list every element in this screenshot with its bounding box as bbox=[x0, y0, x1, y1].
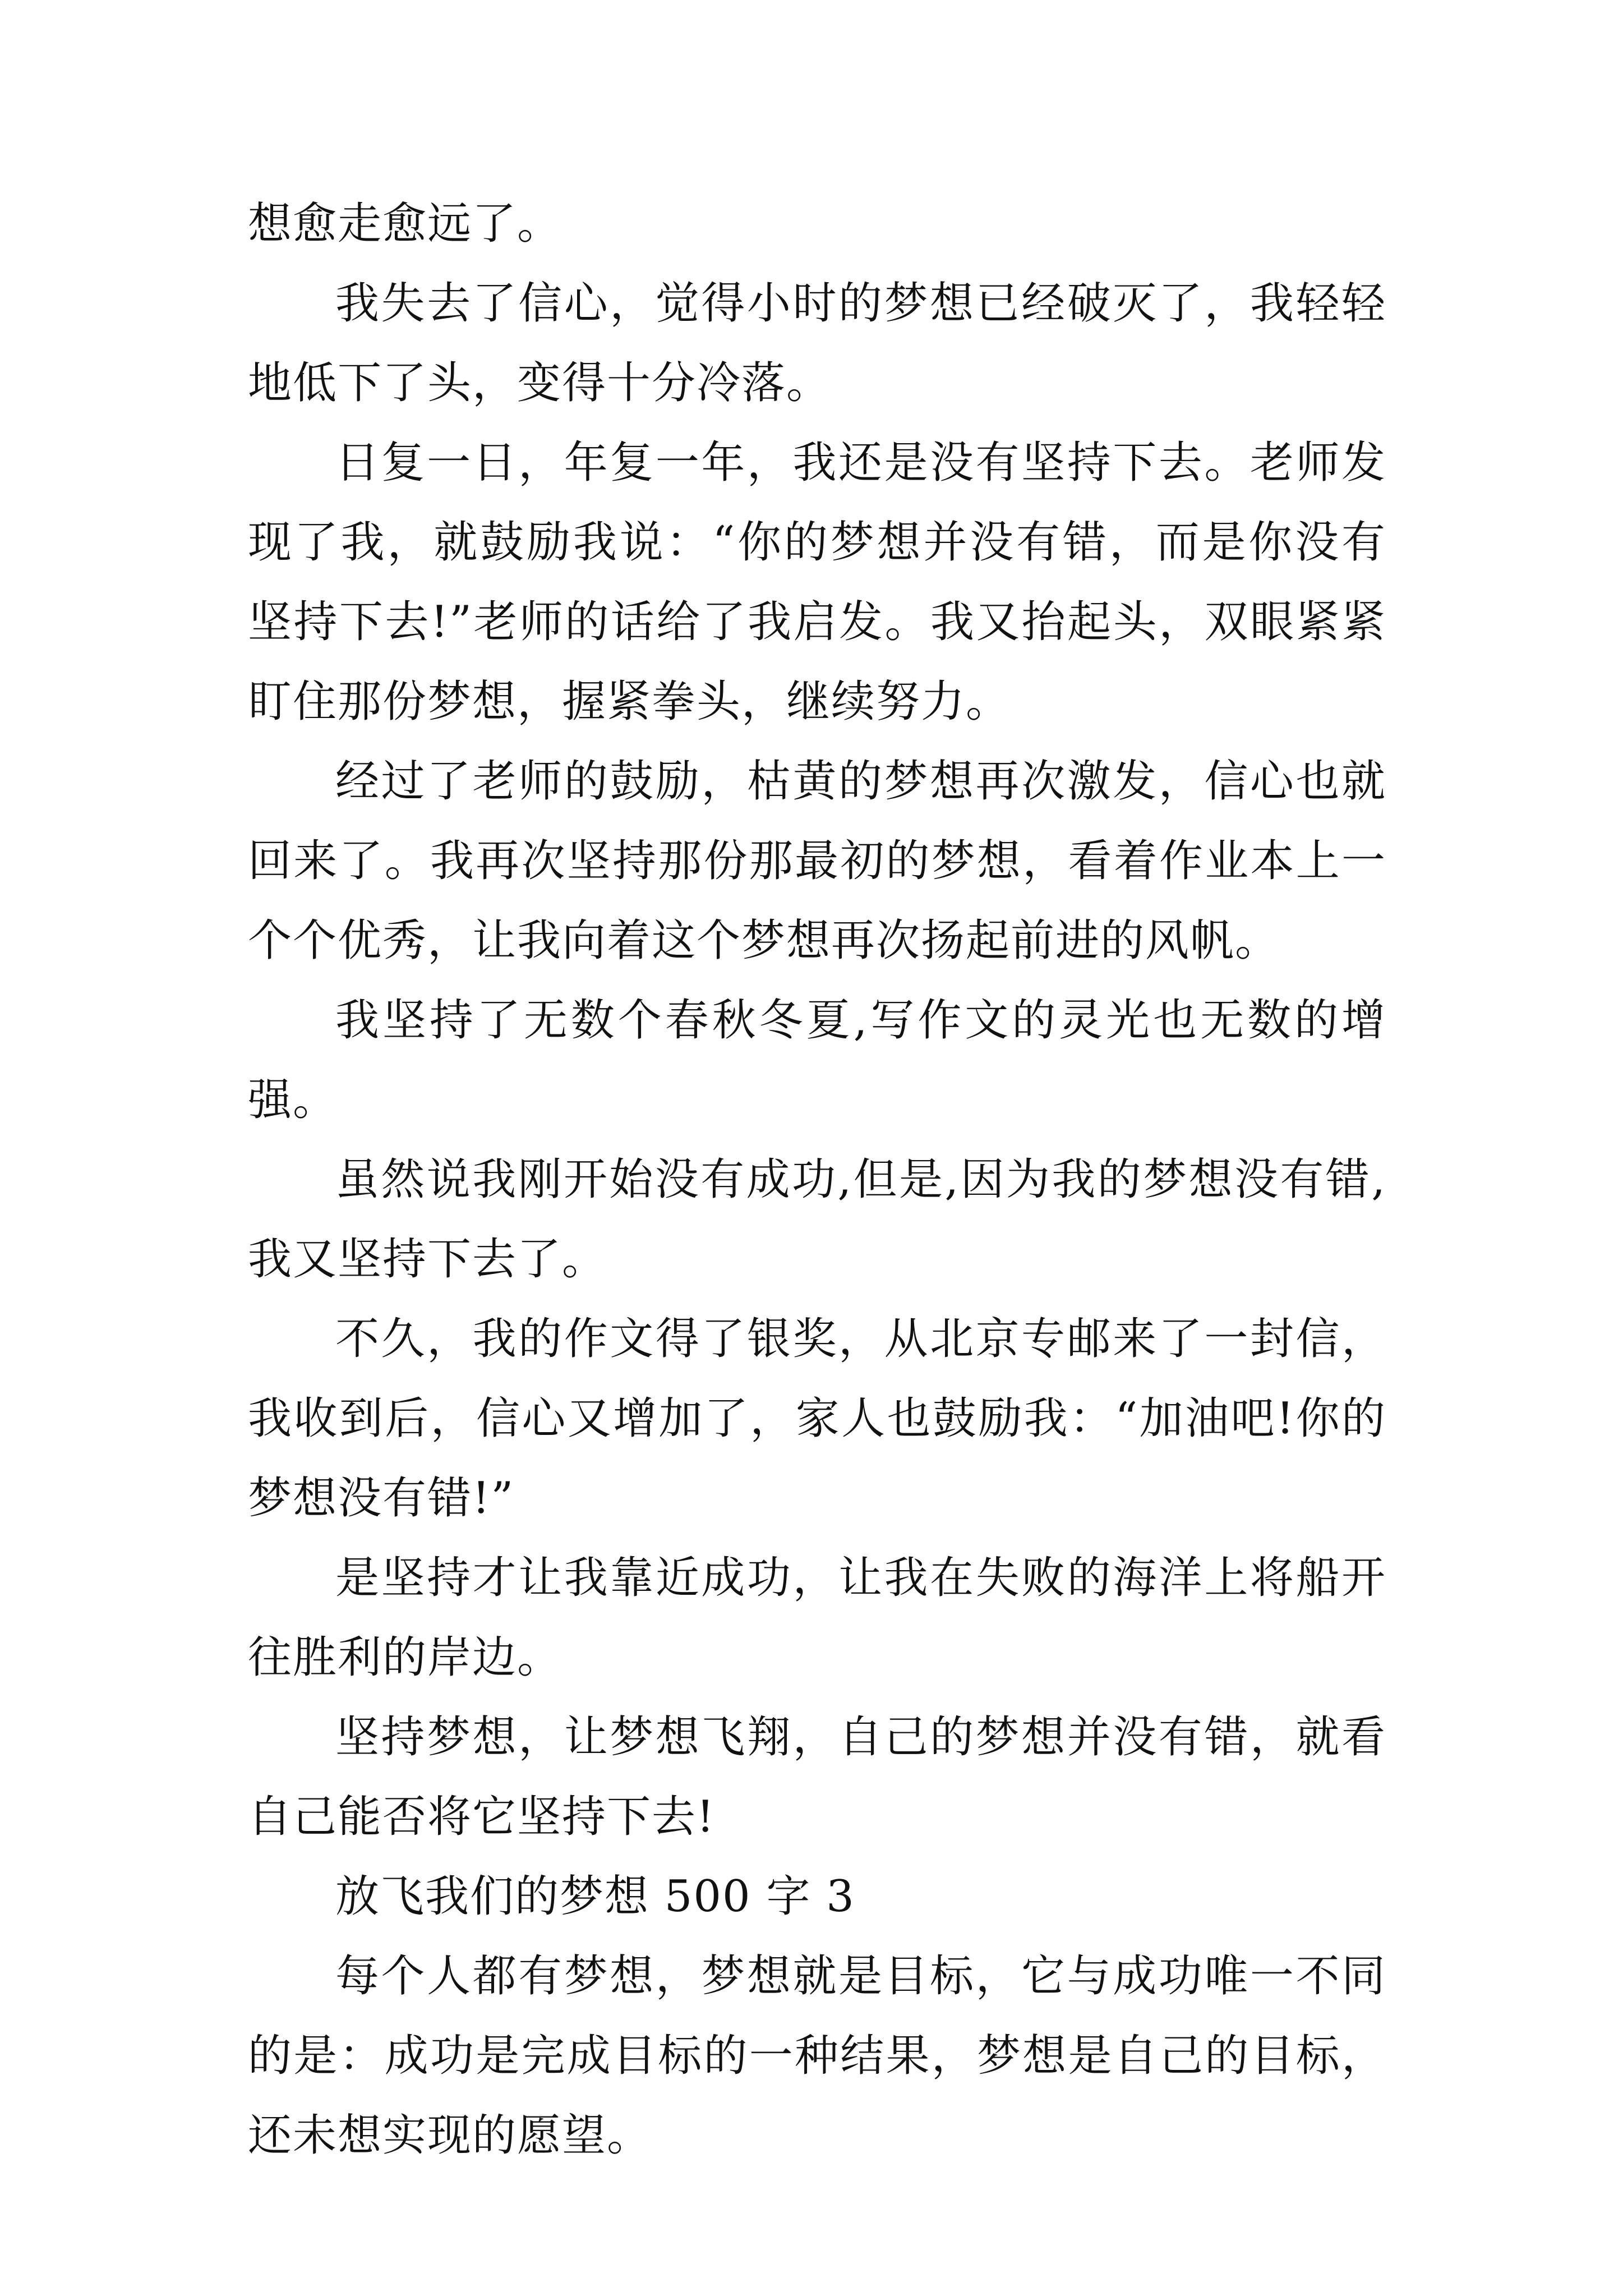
paragraph: 虽然说我刚开始没有成功,但是,因为我的梦想没有错,我又坚持下去了。 bbox=[248, 1154, 1386, 1285]
paragraph: 坚持梦想，让梦想飞翔，自己的梦想并没有错，就看自己能否将它坚持下去! bbox=[248, 1712, 1386, 1842]
paragraph: 是坚持才让我靠近成功，让我在失败的海洋上将船开往胜利的岸边。 bbox=[248, 1553, 1386, 1683]
paragraph: 我失去了信心，觉得小时的梦想已经破灭了，我轻轻地低下了头，变得十分冷落。 bbox=[248, 278, 1386, 408]
section-heading: 放飞我们的梦想 500 字 3 bbox=[335, 1871, 855, 1922]
paragraph: 我坚持了无数个春秋冬夏,写作文的灵光也无数的增强。 bbox=[248, 995, 1386, 1125]
paragraph: 日复一日，年复一年，我还是没有坚持下去。老师发现了我，就鼓励我说：“你的梦想并没有错，而是你没有坚持下去!”老师的话给了我启发。我又抬起头，双眼紧紧盯住那份梦想，握紧拳头，继续努力。 bbox=[248, 438, 1386, 727]
paragraph: 经过了老师的鼓励，枯黄的梦想再次激发，信心也就回来了。我再次坚持那份那最初的梦想，看着作业本上一个个优秀，让我向着这个梦想再次扬起前进的风帆。 bbox=[248, 756, 1386, 966]
paragraph: 不久，我的作文得了银奖，从北京专邮来了一封信，我收到后，信心又增加了，家人也鼓励我：“加油吧!你的梦想没有错!” bbox=[248, 1314, 1386, 1524]
document-body bbox=[248, 184, 1386, 2175]
paragraph: 想愈走愈远了。 bbox=[248, 199, 562, 249]
paragraph: 每个人都有梦想，梦想就是目标，它与成功唯一不同的是：成功是完成目标的一种结果，梦想是自己的目标，还未想实现的愿望。 bbox=[248, 1951, 1386, 2161]
